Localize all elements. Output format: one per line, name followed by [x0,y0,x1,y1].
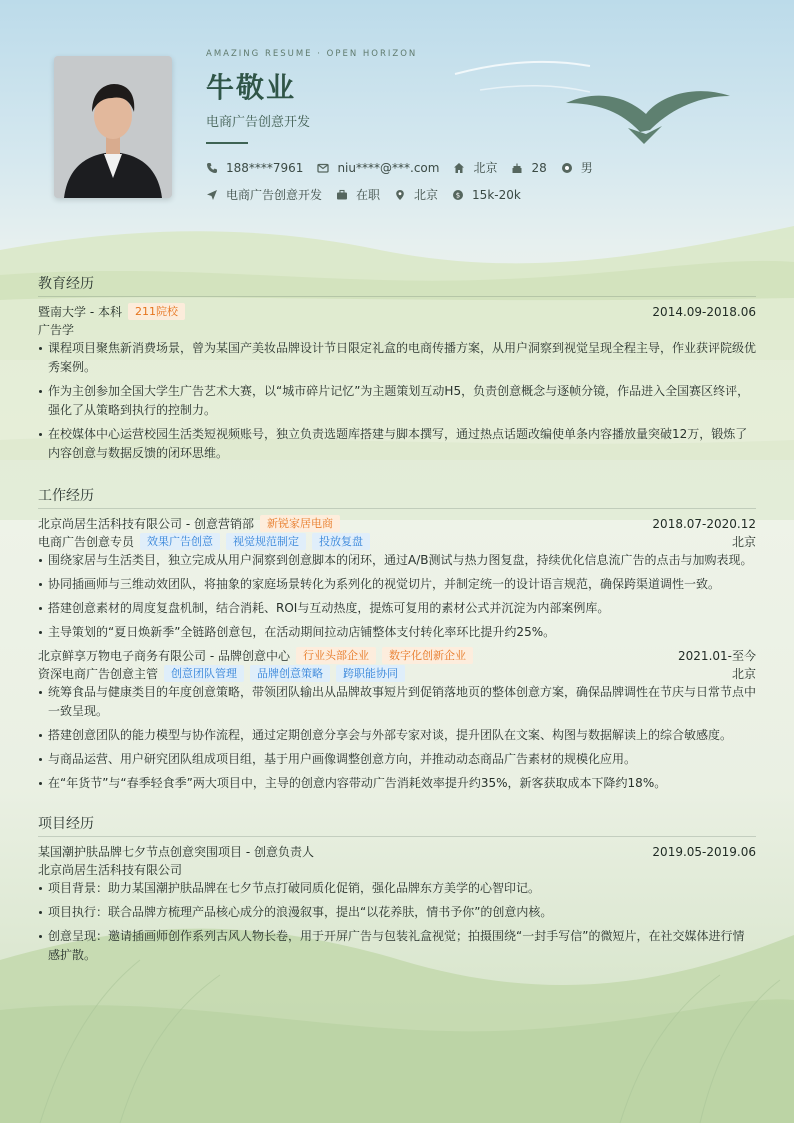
project-name: 某国潮护肤品牌七夕节点创意突围项目 - 创意负责人 [38,845,314,859]
profile-photo [54,56,172,198]
project-org: 北京尚居生活科技有限公司 [38,863,183,877]
email-value: niu****@***.com [337,160,440,175]
intent-status [336,186,380,203]
list-item: 项目执行：联合品牌方梳理产品核心成分的浪漫叙事，提出“以花养肤，情书予你”的创意内核。 [38,903,756,922]
contact-row [206,159,607,176]
job-2-city: 北京 [731,667,756,681]
job-1-bullets [38,551,756,647]
home-icon [453,162,465,174]
list-item: 主导策划的“夏日焕新季”全链路创意包，在活动期间拉动店铺整体支付转化率环比提升约25%。 [38,623,756,642]
education-major-row [38,321,756,338]
intent-salary [452,188,521,202]
contact-email [317,161,439,175]
school-name: 暨南大学 - 本科 [38,305,122,319]
job-1-header [38,515,756,532]
cake-icon [511,162,523,174]
job-1-role-tag: 效果广告创意 [140,533,220,550]
job-1-role: 电商广告创意专员 [38,535,135,549]
section-title-education: 教育经历 [38,273,756,297]
resume-tagline: AMAZING RESUME · OPEN HORIZON [206,49,418,59]
job-2-company-tag: 行业头部企业 [296,647,376,664]
job-2-role-row [38,665,756,682]
intent-city-value: 北京 [414,188,439,202]
job-2-company-tag: 数字化创新企业 [382,647,473,664]
section-title-projects: 项目经历 [38,813,756,837]
education-bullets [38,339,756,468]
svg-text:$: $ [455,191,461,200]
contact-phone [206,161,303,175]
project-bullets [38,879,756,970]
age-value: 28 [531,160,547,175]
list-item: 项目背景：助力某国潮护肤品牌在七夕节点打破同质化促销，强化品牌东方美学的心智印记。 [38,879,756,898]
job-2-header [38,647,756,664]
job-intent-row [206,186,535,203]
project-org-row [38,861,756,878]
list-item: 搭建创意素材的周度复盘机制，结合消耗、ROI与互动热度，提炼可复用的素材公式并沉淀为内部案例库。 [38,599,756,618]
list-item: 在“年货节”与“春季轻食季”两大项目中，主导的创意内容带动广告消耗效率提升约35%，新客获取成本下降约18%。 [38,774,756,793]
education-major: 广告学 [38,323,75,337]
intent-status-value: 在职 [356,188,381,202]
education-header [38,303,756,320]
job-1-company-tag: 新锐家居电商 [260,515,340,532]
location-pin-icon [394,189,406,201]
gender-value: 男 [580,161,593,175]
job-2-role-tag: 跨职能协同 [336,665,405,682]
contact-gender [561,159,593,176]
job-2-role-tag: 品牌创意策略 [250,665,330,682]
job-2-company: 北京鲜享万物电子商务有限公司 - 品牌创意中心 [38,649,290,663]
phone-icon [206,162,218,174]
job-2-role-tag: 创意团队管理 [164,665,244,682]
list-item: 搭建创意团队的能力模型与协作流程，通过定期创意分享会与外部专家对谈，提升团队在文案、构图与数据解读上的综合敏感度。 [38,726,756,745]
contact-city [453,159,497,176]
section-title-work: 工作经历 [38,485,756,509]
city-value: 北京 [473,161,498,175]
project-header [38,843,756,860]
list-item: 创意呈现：邀请插画师创作系列古风人物长卷，用于开屏广告与包装礼盒视觉；拍摄围绕“一封手写信”的微短片，在社交媒体进行情感扩散。 [38,927,756,965]
school-tag: 211院校 [128,303,185,320]
intent-position-value: 电商广告创意开发 [226,188,323,202]
education-date: 2014.09-2018.06 [652,304,756,319]
job-title: 电商广告创意开发 [206,115,311,130]
intent-position [206,186,322,203]
list-item: 在校媒体中心运营校园生活类短视频账号，独立负责选题库搭建与脚本撰写，通过热点话题改编使单条内容播放量突破12万，锻炼了内容创意与数据反馈的闭环思维。 [38,425,756,463]
contact-age [511,161,546,175]
job-1-role-tag: 视觉规范制定 [226,533,306,550]
list-item: 围绕家居与生活类目，独立完成从用户洞察到创意脚本的闭环，通过A/B测试与热力图复盘，持续优化信息流广告的点击与加购表现。 [38,551,756,570]
job-1-company: 北京尚居生活科技有限公司 - 创意营销部 [38,517,254,531]
candidate-name: 牛敬业 [206,71,297,104]
job-1-date: 2018.07-2020.12 [652,516,756,531]
mail-icon [317,162,329,174]
send-icon [206,189,218,201]
intent-salary-value: 15k-20k [472,187,521,202]
project-date: 2019.05-2019.06 [652,844,756,859]
briefcase-icon [336,189,348,201]
job-1-city: 北京 [731,535,756,549]
job-1-role-row [38,533,756,550]
job-1-role-tag: 投放复盘 [312,533,370,550]
job-2-bullets [38,683,756,798]
money-icon [452,189,464,201]
job-2-date: 2021.01-至今 [678,649,756,663]
list-item: 协同插画师与三维动效团队，将抽象的家庭场景转化为系列化的视觉切片，并制定统一的设计语言规范，确保跨渠道调性一致。 [38,575,756,594]
list-item: 与商品运营、用户研究团队组成项目组，基于用户画像调整创意方向，并推动动态商品广告素材的规模化应用。 [38,750,756,769]
job-2-role: 资深电商广告创意主管 [38,667,159,681]
intent-city [394,186,438,203]
list-item: 课程项目聚焦新消费场景，曾为某国产美妆品牌设计节日限定礼盒的电商传播方案，从用户洞察到视觉呈现全程主导，作业获评院级优秀案例。 [38,339,756,377]
title-divider [206,142,248,144]
list-item: 作为主创参加全国大学生广告艺术大赛，以“城市碎片记忆”为主题策划互动H5，负责创意概念与逐帧分镜，作品进入全国赛区终评，强化了从策略到执行的控制力。 [38,382,756,420]
list-item: 统筹食品与健康类目的年度创意策略，带领团队输出从品牌故事短片到促销落地页的整体创意方案，确保品牌调性在节庆与日常节点中一致呈现。 [38,683,756,721]
gender-icon [561,162,573,174]
phone-value: 188****7961 [226,160,304,175]
